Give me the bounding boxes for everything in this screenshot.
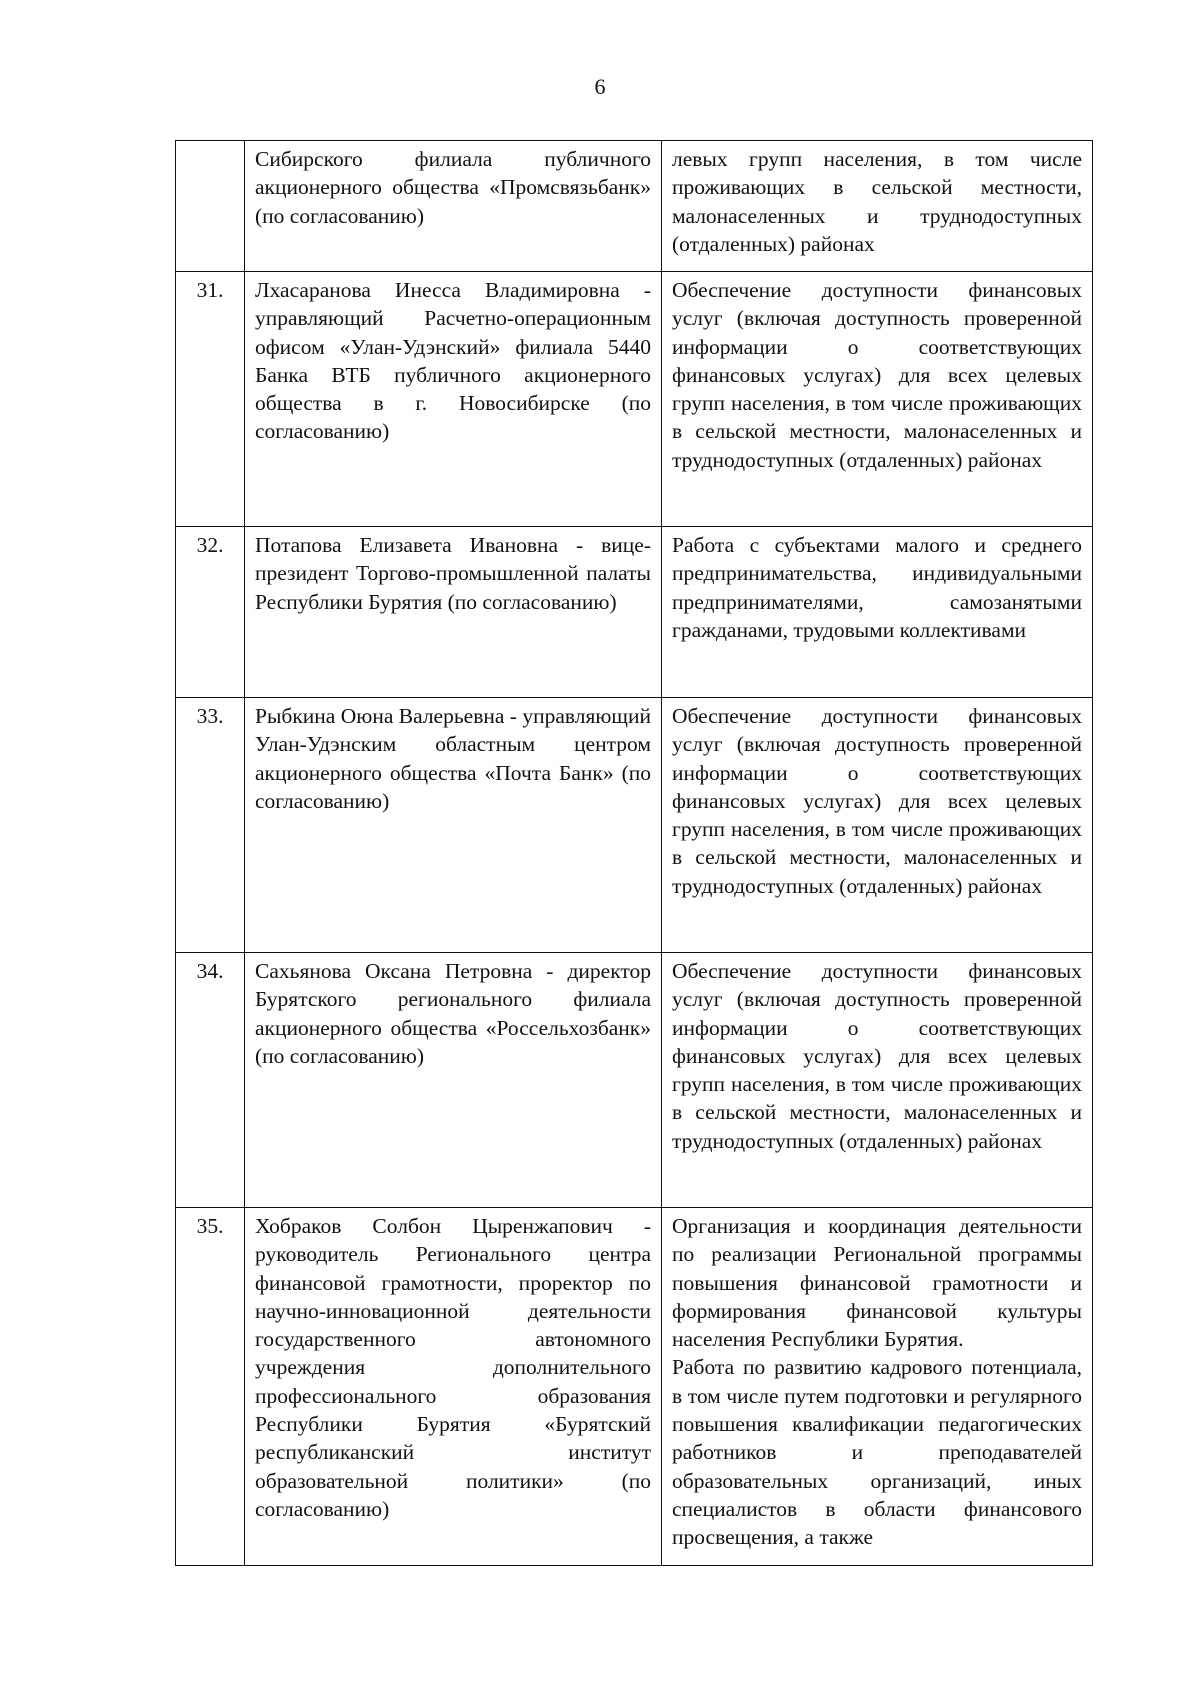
table-row	[176, 698, 1093, 953]
members-table	[175, 140, 1093, 1566]
responsibility-paragraph: Обеспечение доступности финансовых услуг (включая доступность проверенной информации о соответствующих финансовых услугах) для всех целевых групп населения, в том числе проживающих в сельской местности, малонаселенных и труднодоступных (отдаленных) районах	[672, 704, 1082, 898]
responsibility-paragraph: левых групп населения, в том числе проживающих в сельской местности, малонаселенных и труднодоступных (отдаленных) районах	[672, 147, 1082, 256]
table-row	[176, 953, 1093, 1208]
member-name-position: Хобраков Солбон Цыренжапович - руководитель Регионального центра финансовой грамотности, проректор по научно-инновационной деятельности государственного автономного учреждения дополнительного профессионального образования Республики Бурятия «Бурятский республиканский институт образовательной политики» (по согласованию)	[245, 1208, 662, 1566]
member-responsibility	[662, 272, 1093, 527]
member-name-position: Рыбкина Оюна Валерьевна - управляющий Улан-Удэнским областным центром акционерного общества «Почта Банк» (по согласованию)	[245, 698, 662, 953]
member-name-position: Потапова Елизавета Ивановна - вице-президент Торгово-промышленной палаты Республики Бурятия (по согласованию)	[245, 527, 662, 698]
member-responsibility	[662, 698, 1093, 953]
member-name-position: Лхасаранова Инесса Владимировна - управляющий Расчетно-операционным офисом «Улан-Удэнский» филиала 5440 Банка ВТБ публичного акционерного общества в г. Новосибирске (по согласованию)	[245, 272, 662, 527]
responsibility-paragraph: Обеспечение доступности финансовых услуг (включая доступность проверенной информации о соответствующих финансовых услугах) для всех целевых групп населения, в том числе проживающих в сельской местности, малонаселенных и труднодоступных (отдаленных) районах	[672, 278, 1082, 472]
row-number: 32.	[176, 527, 245, 698]
table-row	[176, 1208, 1093, 1566]
member-responsibility	[662, 1208, 1093, 1566]
responsibility-paragraph: Обеспечение доступности финансовых услуг (включая доступность проверенной информации о соответствующих финансовых услугах) для всех целевых групп населения, в том числе проживающих в сельской местности, малонаселенных и труднодоступных (отдаленных) районах	[672, 959, 1082, 1153]
responsibility-paragraph: Организация и координация деятельности по реализации Региональной программы повышения финансовой грамотности и формирования финансовой культуры населения Республики Бурятия.	[672, 1214, 1082, 1352]
member-responsibility	[662, 953, 1093, 1208]
member-responsibility	[662, 141, 1093, 272]
responsibility-paragraph: Работа с субъектами малого и среднего предпринимательства, индивидуальными предпринимателями, самозанятыми гражданами, трудовыми коллективами	[672, 533, 1082, 642]
page-number: 6	[594, 74, 606, 99]
responsibility-paragraph: Работа по развитию кадрового потенциала, в том числе путем подготовки и регулярного повышения квалификации педагогических работников и преподавателей образовательных организаций, иных специалистов в области финансового просвещения, а также	[672, 1355, 1082, 1550]
row-number: 35.	[176, 1208, 245, 1566]
member-responsibility	[662, 527, 1093, 698]
table-row	[176, 527, 1093, 698]
row-number: 34.	[176, 953, 245, 1208]
table-row	[176, 141, 1093, 272]
member-name-position: Сахьянова Оксана Петровна - директор Бурятского регионального филиала акционерного общества «Россельхозбанк» (по согласованию)	[245, 953, 662, 1208]
table-row	[176, 272, 1093, 527]
member-name-position: Сибирского филиала публичного акционерного общества «Промсвязьбанк» (по согласованию)	[245, 141, 662, 272]
row-number: 33.	[176, 698, 245, 953]
row-number: 31.	[176, 272, 245, 527]
row-number	[176, 141, 245, 272]
